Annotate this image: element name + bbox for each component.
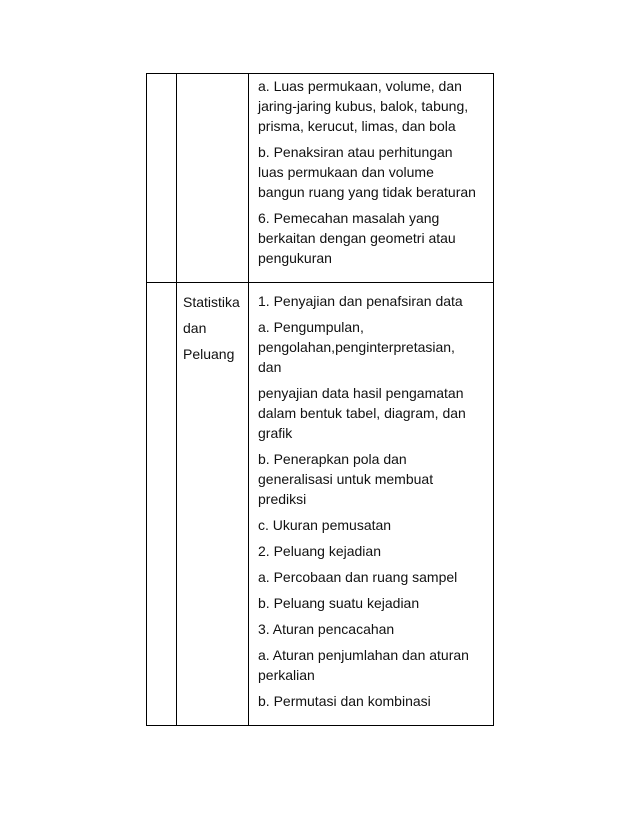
text-line: a. Percobaan dan ruang sampel (258, 569, 458, 585)
text-line: b. Penerapkan pola dan (258, 451, 407, 467)
area-label: Statistika (183, 294, 240, 310)
table-row (147, 283, 494, 726)
area-label: dan (183, 320, 207, 336)
description-paragraph (258, 76, 483, 136)
text-line: prisma, kerucut, limas, dan bola (258, 118, 456, 134)
text-line: 2. Peluang kejadian (258, 543, 381, 559)
description-paragraph (258, 567, 483, 587)
text-line: pengukuran (258, 250, 332, 266)
description-paragraph (258, 593, 483, 613)
text-line: 3. Aturan pencacahan (258, 621, 395, 637)
description-paragraph (258, 383, 483, 443)
area-cell (177, 283, 249, 726)
description-paragraph (258, 291, 483, 311)
description-paragraph (258, 142, 483, 202)
text-line: 6. Pemecahan masalah yang (258, 210, 440, 226)
text-line: bangun ruang yang tidak beraturan (258, 184, 476, 200)
description-paragraph (258, 208, 483, 268)
description-paragraph (258, 645, 483, 685)
text-line: berkaitan dengan geometri atau (258, 230, 456, 246)
text-line: pengolahan,penginterpretasian, (258, 339, 455, 355)
description-cell (249, 74, 494, 283)
text-line: generalisasi untuk membuat (258, 471, 434, 487)
text-line: b. Peluang suatu kejadian (258, 595, 420, 611)
table-row (147, 74, 494, 283)
area-cell (177, 74, 249, 283)
description-cell (249, 283, 494, 726)
text-line: a. Aturan penjumlahan dan aturan (258, 647, 469, 663)
text-line: dalam bentuk tabel, diagram, dan (258, 405, 466, 421)
text-line: b. Permutasi dan kombinasi (258, 693, 431, 709)
description-paragraph (258, 317, 483, 377)
text-line: 1. Penyajian dan penafsiran data (258, 293, 463, 309)
description-paragraph (258, 541, 483, 561)
description-paragraph (258, 449, 483, 509)
text-line: a. Pengumpulan, (258, 319, 364, 335)
text-line: dan (258, 359, 282, 375)
number-cell (147, 74, 177, 283)
number-cell (147, 283, 177, 726)
description-paragraph (258, 515, 483, 535)
text-line: c. Ukuran pemusatan (258, 517, 392, 533)
area-label: Peluang (183, 346, 235, 362)
text-line: grafik (258, 425, 293, 441)
description-paragraph (258, 691, 483, 711)
text-line: prediksi (258, 491, 307, 507)
text-line: jaring-jaring kubus, balok, tabung, (258, 98, 469, 114)
text-line: a. Luas permukaan, volume, dan (258, 78, 462, 94)
text-line: penyajian data hasil pengamatan (258, 385, 464, 401)
description-paragraph (258, 619, 483, 639)
curriculum-table (146, 73, 494, 726)
text-line: luas permukaan dan volume (258, 164, 434, 180)
text-line: b. Penaksiran atau perhitungan (258, 144, 453, 160)
text-line: perkalian (258, 667, 315, 683)
